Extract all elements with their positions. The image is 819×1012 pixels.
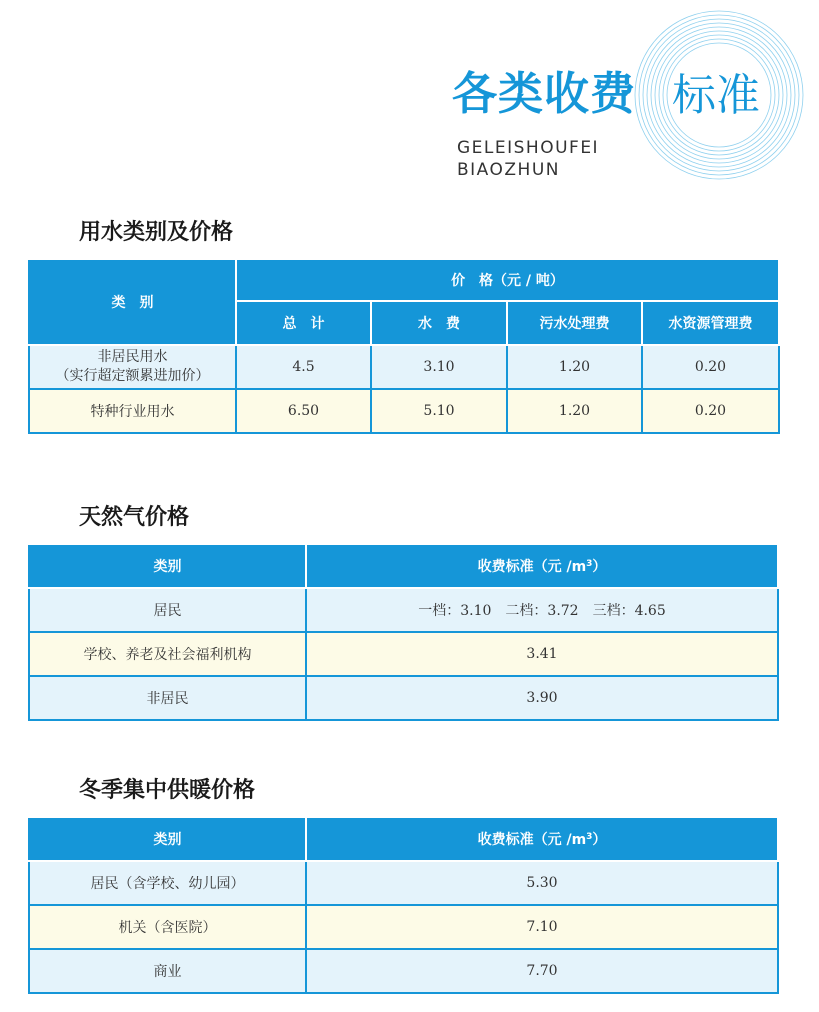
table-row: [29, 905, 778, 949]
water-cell-water-fee: 5.10: [371, 389, 507, 433]
table-row: [29, 949, 778, 993]
gas-cell-standard: 一档：3.10 二档：3.72 三档：4.65: [306, 588, 778, 632]
gas-col-category: 类别: [29, 544, 306, 588]
gas-section-heading: 天然气价格: [79, 505, 190, 530]
table-row: [29, 389, 779, 433]
heating-price-table: [28, 816, 779, 994]
table-row: [29, 676, 778, 720]
page-title-suffix: 标准: [672, 70, 760, 121]
heating-row-category: 机关（含医院）: [29, 905, 306, 949]
heating-cell-standard: 5.30: [306, 861, 778, 905]
water-section-heading: 用水类别及价格: [79, 220, 234, 245]
water-row-category: 特种行业用水: [29, 389, 236, 433]
heating-row-category: 商业: [29, 949, 306, 993]
water-cell-total: 4.5: [236, 345, 371, 389]
water-col-sewage-fee: 污水处理费: [507, 301, 642, 345]
water-row-category: 非居民用水 （实行超定额累进加价）: [29, 345, 236, 389]
water-col-resource-fee: 水资源管理费: [642, 301, 779, 345]
heating-cell-standard: 7.10: [306, 905, 778, 949]
pinyin-line-1: GELEISHOUFEI: [457, 138, 600, 158]
water-price-table: [28, 258, 780, 434]
gas-cell-standard: 3.41: [306, 632, 778, 676]
gas-col-standard: 收费标准（元 $/m^3$）: [306, 544, 778, 588]
gas-cell-standard: 3.90: [306, 676, 778, 720]
water-col-price-group: 价 格（元 / 吨）: [236, 259, 779, 301]
heating-section-heading: 冬季集中供暖价格: [79, 778, 256, 803]
water-cell-total: 6.50: [236, 389, 371, 433]
page-title: 各类收费: [452, 67, 637, 120]
gas-row-category: 非居民: [29, 676, 306, 720]
pinyin-line-2: BIAOZHUN: [457, 160, 560, 180]
heating-col-category: 类别: [29, 817, 306, 861]
gas-price-table: [28, 543, 779, 721]
water-cell-resource-fee: 0.20: [642, 345, 779, 389]
table-row: [29, 861, 778, 905]
table-row: [29, 345, 779, 389]
water-col-category: 类 别: [29, 259, 236, 345]
water-cell-resource-fee: 0.20: [642, 389, 779, 433]
water-cell-sewage-fee: 1.20: [507, 345, 642, 389]
heating-cell-standard: 7.70: [306, 949, 778, 993]
gas-row-category: 居民: [29, 588, 306, 632]
heating-row-category: 居民（含学校、幼儿园）: [29, 861, 306, 905]
gas-row-category: 学校、养老及社会福利机构: [29, 632, 306, 676]
table-row: [29, 632, 778, 676]
table-row: [29, 588, 778, 632]
water-cell-water-fee: 3.10: [371, 345, 507, 389]
water-cell-sewage-fee: 1.20: [507, 389, 642, 433]
water-col-total: 总 计: [236, 301, 371, 345]
water-col-water-fee: 水 费: [371, 301, 507, 345]
heating-col-standard: 收费标准（元 $/m^3$）: [306, 817, 778, 861]
